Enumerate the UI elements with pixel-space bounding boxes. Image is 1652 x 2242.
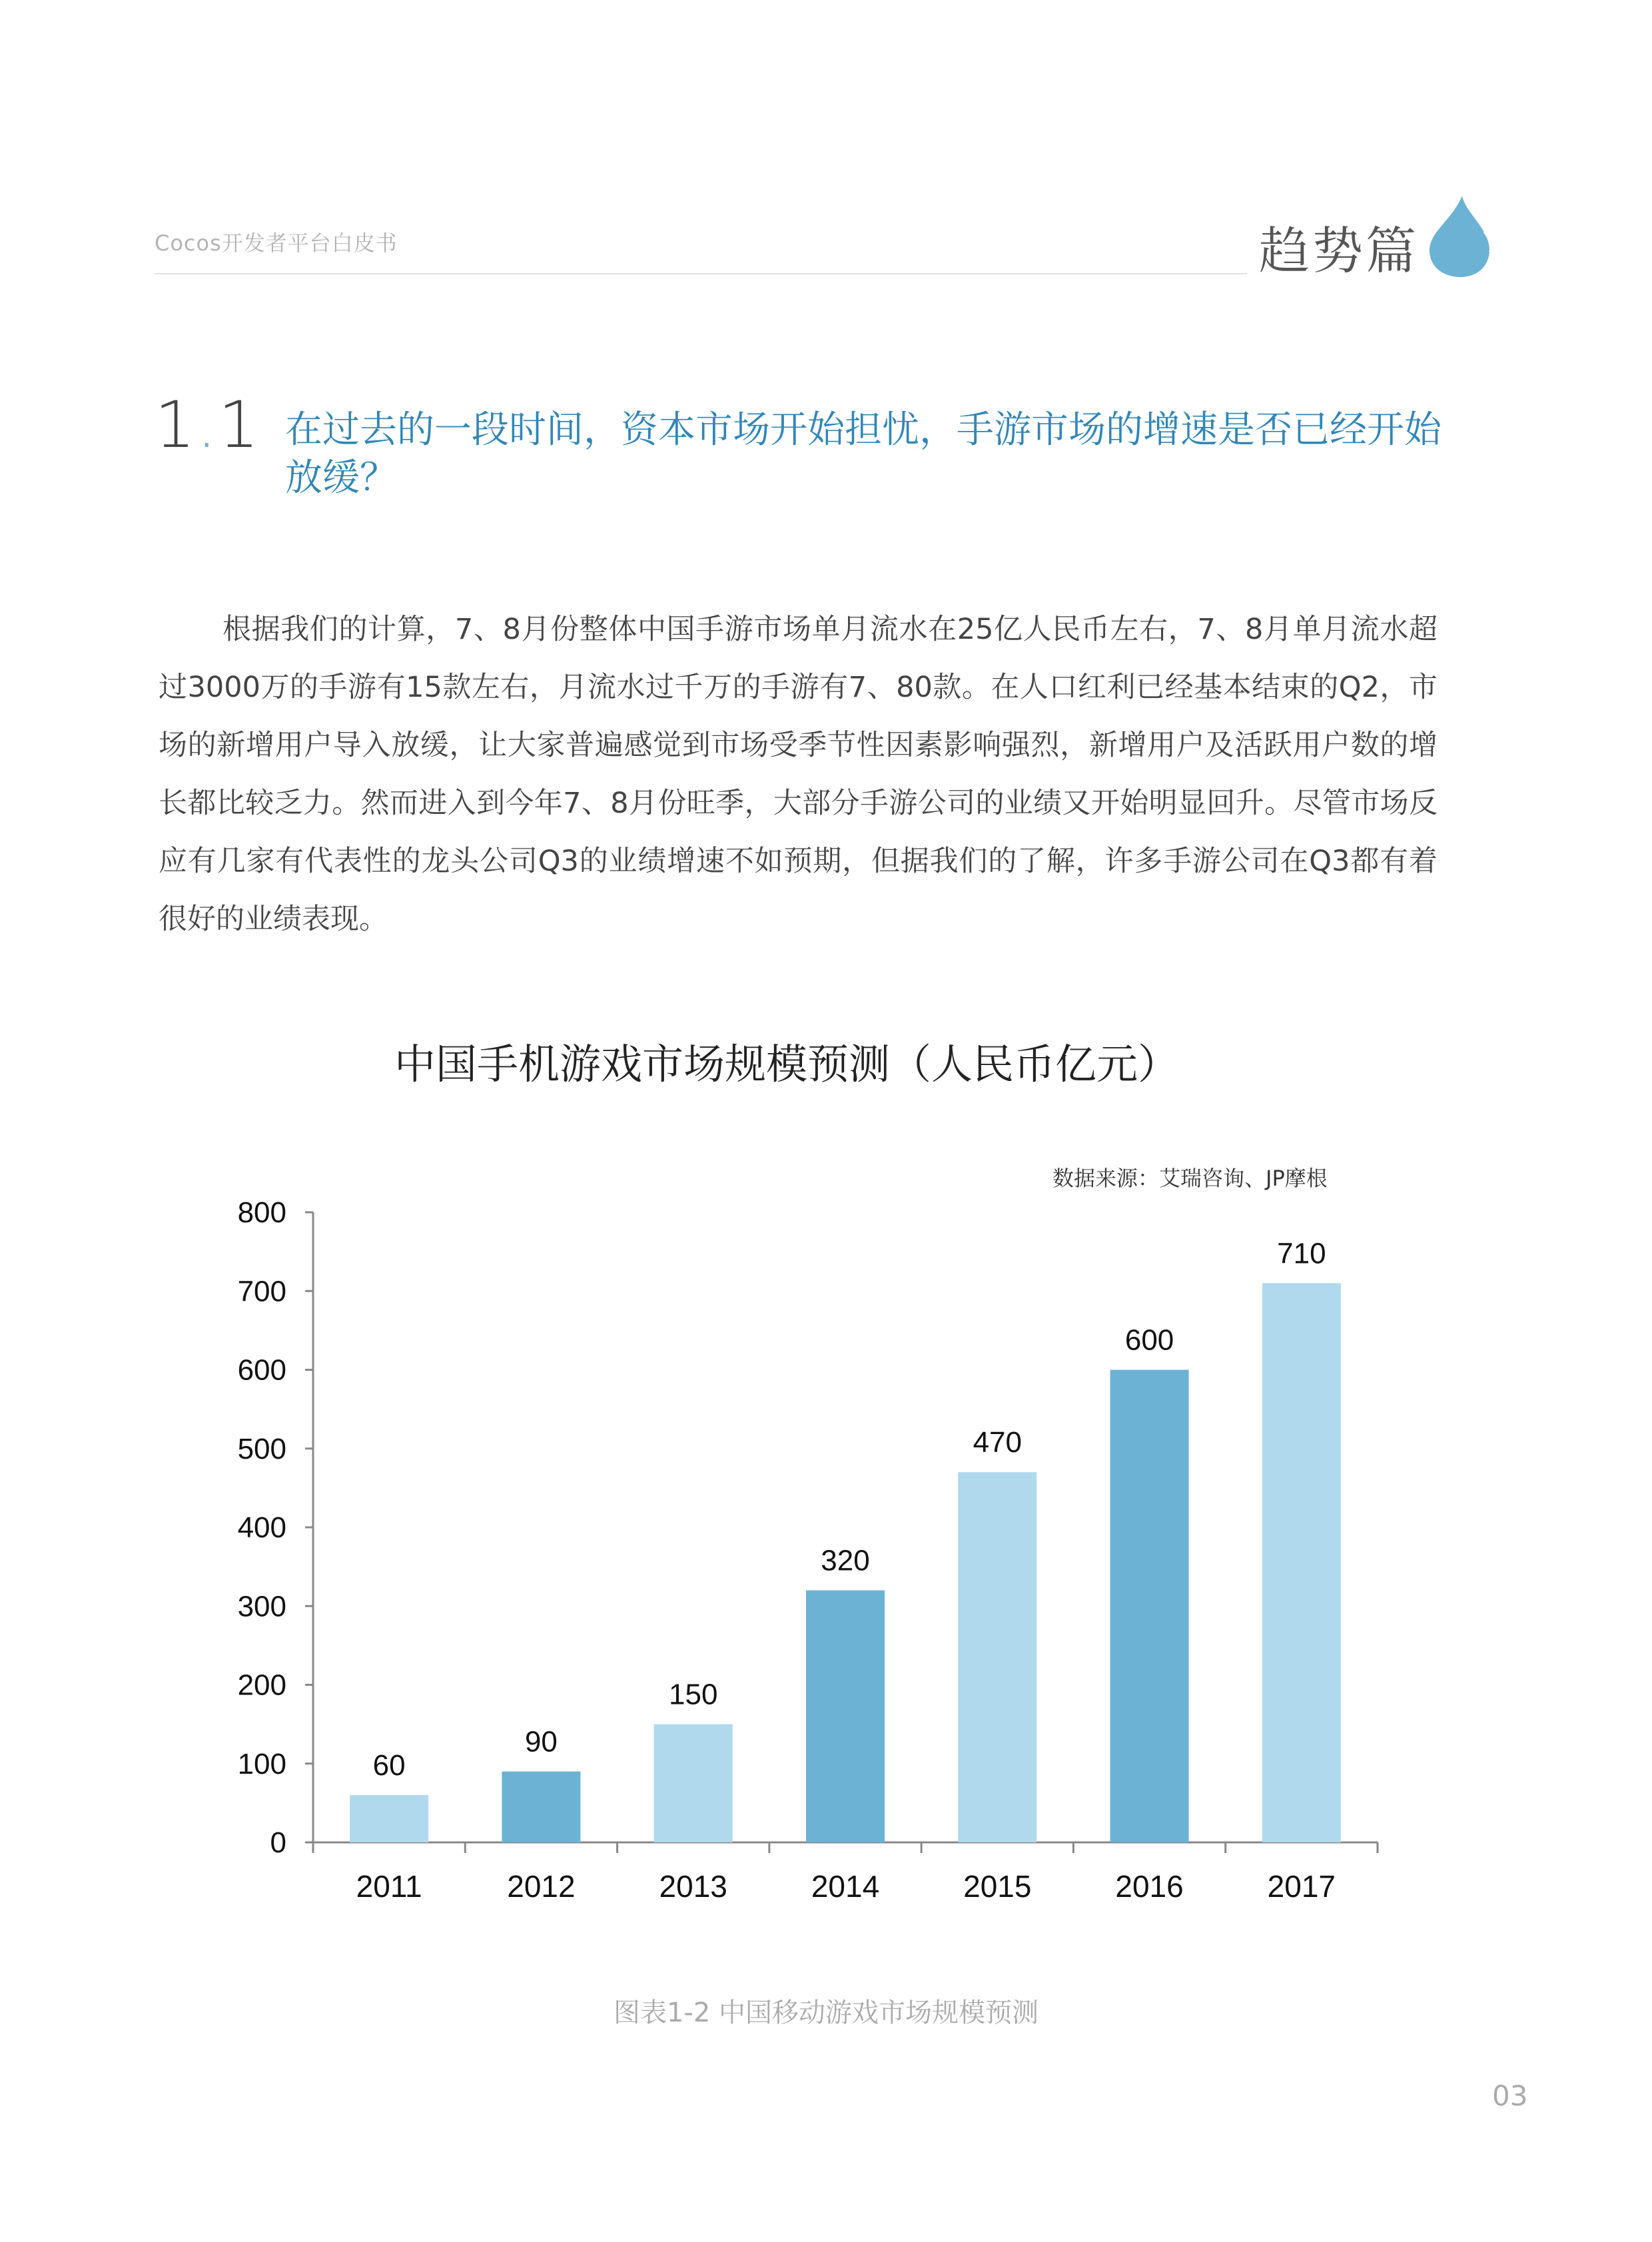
x-tick-label-2012: 2012 bbox=[507, 1869, 576, 1904]
y-tick-label: 0 bbox=[270, 1826, 286, 1859]
x-tick-label-2017: 2017 bbox=[1267, 1869, 1336, 1904]
body-paragraph: 根据我们的计算，7、8月份整体中国手游市场单月流水在25亿人民币左右，7、8月单月流水超过3000万的手游有15款左右，月流水过千万的手游有7、80款。在人口红利已经基本结束的Q2，市场的新增用户导入放缓，让大家普遍感觉到市场受季节性因素影响强烈，新增用户及活跃用户数的增长都比较乏力。然而进入到今年7、8月份旺季，大部分手游公司的业绩又开始明显回升。尽管市场反应有几家有代表性的龙头公司Q3的业绩增速不如预期，但据我们的了解，许多手游公司在Q3都有着很好的业绩表现。 bbox=[159, 613, 1438, 936]
bar-2015 bbox=[958, 1472, 1036, 1842]
bar-2016 bbox=[1110, 1370, 1189, 1843]
figure-caption: 图表1-2 中国移动游戏市场规模预测 bbox=[613, 1998, 1039, 2028]
bar-2013 bbox=[654, 1724, 733, 1842]
data-label-2014: 320 bbox=[821, 1544, 870, 1577]
data-label-2016: 600 bbox=[1124, 1323, 1174, 1357]
x-tick-label-2016: 2016 bbox=[1115, 1869, 1184, 1904]
x-tick-label-2015: 2015 bbox=[963, 1869, 1032, 1904]
doc-title: Cocos开发者平台白皮书 bbox=[155, 230, 398, 256]
header-divider bbox=[155, 273, 1247, 274]
y-tick-label: 100 bbox=[237, 1747, 286, 1780]
data-label-2012: 90 bbox=[524, 1725, 558, 1758]
y-tick-label: 800 bbox=[237, 1196, 286, 1229]
y-tick-label: 500 bbox=[237, 1432, 286, 1465]
bar-chart bbox=[0, 1172, 1652, 1912]
data-label-2017: 710 bbox=[1277, 1237, 1326, 1270]
chart-source: 数据来源：艾瑞咨询、JP摩根 bbox=[1052, 1166, 1328, 1191]
section-tag: 趋势篇 bbox=[1259, 221, 1419, 280]
water-drop-icon bbox=[1426, 193, 1492, 280]
section-number-major: 1 bbox=[155, 388, 197, 462]
data-label-2011: 60 bbox=[372, 1749, 406, 1782]
chart-title: 中国手机游戏市场规模预测（人民币亿元） bbox=[394, 1040, 1179, 1088]
bar-2011 bbox=[350, 1795, 428, 1842]
section-number bbox=[155, 388, 260, 462]
x-tick-label-2011: 2011 bbox=[356, 1869, 422, 1904]
bar-2014 bbox=[806, 1591, 885, 1842]
y-tick-label: 600 bbox=[237, 1353, 286, 1387]
y-tick-label: 300 bbox=[237, 1590, 286, 1623]
data-label-2015: 470 bbox=[973, 1426, 1022, 1459]
bar-2012 bbox=[502, 1772, 580, 1842]
y-tick-label: 700 bbox=[237, 1275, 286, 1308]
data-label-2013: 150 bbox=[669, 1678, 718, 1711]
section-number-minor: 1 bbox=[218, 388, 260, 462]
x-tick-label-2013: 2013 bbox=[659, 1869, 727, 1904]
bar-2017 bbox=[1262, 1283, 1341, 1842]
page-number: 03 bbox=[1492, 2079, 1528, 2112]
y-tick-label: 400 bbox=[237, 1511, 286, 1544]
section-number-dot: . bbox=[197, 388, 218, 462]
section-title: 在过去的一段时间，资本市场开始担忧，手游市场的增速是否已经开始放缓？ bbox=[285, 408, 1442, 500]
x-tick-label-2014: 2014 bbox=[811, 1869, 880, 1904]
y-tick-label: 200 bbox=[237, 1669, 286, 1702]
